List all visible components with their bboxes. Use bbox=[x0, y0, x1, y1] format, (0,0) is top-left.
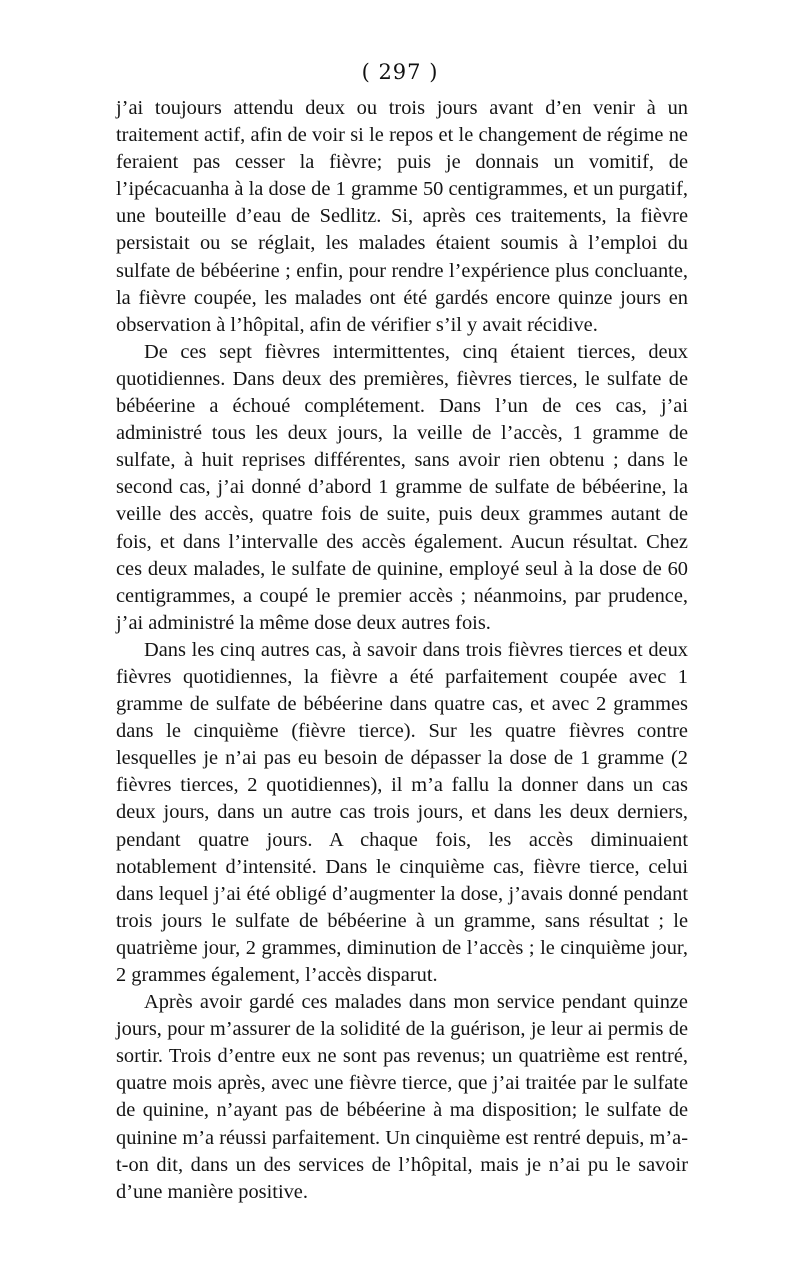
paragraph-1: j’ai toujours attendu deux ou trois jours avant d’en venir à un traitement actif, afin de voir si le repos et le changement de régime ne feraient pas cesser la fièvre; puis je donnais un vomitif, de l’ipécacuanha à la dose de 1 gramme 50 centigrammes, et un purgatif, une bouteille d’eau de Sedlitz. Si, après ces traitements, la fièvre persistait ou se réglait, les malades étaient soumis à l’emploi du sulfate de bébéerine ; enfin, pour rendre l’expérience plus concluante, la fièvre coupée, les malades ont été gardés encore quinze jours en observation à l’hôpital, afin de vérifier s’il y avait récidive. bbox=[116, 97, 688, 336]
paragraph-4: Après avoir gardé ces malades dans mon service pendant quinze jours, pour m’assurer de la solidité de la guérison, je leur ai permis de sortir. Trois d’entre eux ne sont pas revenus; un quatrième est rentré, quatre mois après, avec une fièvre tierce, que j’ai traitée par le sulfate de quinine, n’ayant pas de bébéerine à ma disposition; le sulfate de quinine m’a réussi parfaitement. Un cinquième est rentré depuis, m’a-t-on dit, dans un des services de l’hôpital, mais je n’ai pu le savoir d’une manière positive. bbox=[116, 991, 688, 1203]
body-text bbox=[116, 95, 688, 1206]
paragraph-2: De ces sept fièvres intermittentes, cinq étaient tierces, deux quotidiennes. Dans deux des premières, fièvres tierces, le sulfate de bébéerine a échoué complétement. Dans l’un de ces cas, j’ai administré tous les deux jours, la veille de l’accès, 1 gramme de sulfate, à huit reprises différentes, sans avoir rien obtenu ; dans le second cas, j’ai donné d’abord 1 gramme de sulfate de bébéerine, la veille des accès, quatre fois de suite, puis deux grammes autant de fois, et dans l’intervalle des accès également. Aucun résultat. Chez ces deux malades, le sulfate de quinine, employé seul à la dose de 60 centigrammes, a coupé le premier accès ; néanmoins, par prudence, j’ai administré la même dose deux autres fois. bbox=[116, 340, 688, 634]
paragraph-3: Dans les cinq autres cas, à savoir dans trois fièvres tierces et deux fièvres quotidiennes, la fièvre a été parfaitement coupée avec 1 gramme de sulfate de bébéerine dans quatre cas, et avec 2 grammes dans le cinquième (fièvre tierce). Sur les quatre fièvres contre lesquelles je n’ai pas eu besoin de dépasser la dose de 1 gramme (2 fièvres tierces, 2 quotidiennes), il m’a fallu la donner dans un cas deux jours, dans un autre cas trois jours, et dans les deux derniers, pendant quatre jours. A chaque fois, les accès diminuaient notablement d’intensité. Dans le cinquième cas, fièvre tierce, celui dans lequel j’ai été obligé d’augmenter la dose, j’avais donné pendant trois jours le sulfate de bébéerine à un gramme, sans résultat ; le quatrième jour, 2 grammes, diminution de l’accès ; le cinquième jour, 2 grammes également, l’accès disparut. bbox=[116, 638, 688, 986]
page-number: ( 297 ) bbox=[361, 60, 439, 84]
